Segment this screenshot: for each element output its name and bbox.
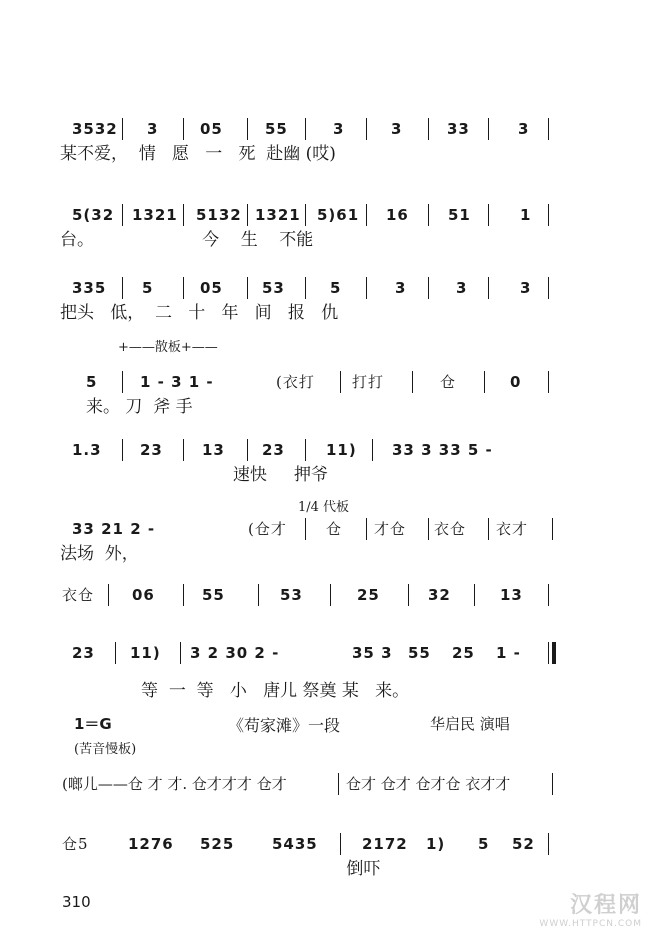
lyric-line (0, 303, 660, 323)
bar-line (548, 833, 549, 855)
bar-line (183, 204, 184, 226)
note-group: 打打 (352, 373, 385, 391)
lyric-line (0, 465, 660, 485)
bar-line (488, 118, 489, 140)
bar-line (115, 642, 116, 664)
note-group: 32 (428, 586, 451, 604)
lyric-text: 台。 今 生 不能 (60, 230, 314, 250)
bar-line (122, 371, 123, 393)
note-group: 3532 (72, 120, 118, 138)
note-group: 53 (280, 586, 303, 604)
notation-line (0, 370, 660, 394)
bar-line (548, 584, 549, 606)
lyric-line (0, 544, 660, 564)
notation-line (0, 438, 660, 462)
bar-line (340, 371, 341, 393)
bar-line (366, 118, 367, 140)
bar-line (366, 277, 367, 299)
bar-line (183, 584, 184, 606)
note-group: 3 (520, 279, 532, 297)
note-group: 1 (520, 206, 532, 224)
bar-line (258, 584, 259, 606)
note-group: 23 (140, 441, 163, 459)
key-signature: 1＝G (74, 715, 112, 733)
lyric-line (0, 144, 660, 164)
staff-system-6 (0, 517, 660, 565)
staff-system-10 (0, 832, 660, 880)
bar-line (122, 439, 123, 461)
staff-system-8 (0, 641, 660, 701)
bar-line (366, 204, 367, 226)
bar-line (108, 584, 109, 606)
notation-line (0, 117, 660, 141)
note-group: 才仓 (374, 520, 407, 538)
bar-line (122, 204, 123, 226)
notation-line (0, 517, 660, 541)
notation-line (0, 276, 660, 300)
note-group: 3 2 30 2 - (190, 644, 280, 662)
note-group: (仓才 (248, 520, 287, 538)
note-group: 0 (510, 373, 522, 391)
note-group: 5132 (196, 206, 242, 224)
bar-line (305, 518, 306, 540)
bar-line (428, 118, 429, 140)
note-group: 衣仓 (434, 520, 467, 538)
bar-line (338, 773, 339, 795)
staff-system-9 (0, 772, 660, 820)
piece-title: 《苟家滩》一段 (228, 716, 341, 735)
note-group: 仓 (440, 373, 457, 391)
bar-line (412, 371, 413, 393)
bar-line (305, 439, 306, 461)
bar-line (484, 371, 485, 393)
bar-line (122, 118, 123, 140)
notation-line (0, 641, 660, 665)
bar-line (474, 584, 475, 606)
note-group: 25 (357, 586, 380, 604)
bar-line (305, 204, 306, 226)
staff-system-4 (0, 370, 660, 418)
note-group: 1 - (496, 644, 521, 662)
note-group: 55 (265, 120, 288, 138)
tempo-marking: (苦音慢板) (74, 742, 137, 757)
note-group: 33 21 2 - (72, 520, 156, 538)
lyric-text: 倒吓 (60, 859, 381, 879)
bar-line (548, 642, 549, 664)
note-group: (啷儿——仓 才 才. 仓才才才 仓才 (62, 775, 287, 793)
lyric-line (0, 397, 660, 417)
lyric-text: 某不爱， 情 愿 一 死 赴幽 (哎) (60, 144, 336, 164)
note-group: 3 (333, 120, 345, 138)
bar-line (552, 773, 553, 795)
staff-system-3 (0, 276, 660, 324)
bar-line (366, 518, 367, 540)
note-group: 1 - 3 1 - (140, 373, 214, 391)
note-group: 5435 (272, 835, 318, 853)
note-group: 335 (72, 279, 107, 297)
notation-line (0, 832, 660, 856)
note-group: 52 (512, 835, 535, 853)
bar-line (183, 277, 184, 299)
staff-system-1 (0, 117, 660, 165)
sanban-marker: +——散板+—— (118, 340, 218, 355)
note-group: 51 (448, 206, 471, 224)
note-group: 5 (142, 279, 154, 297)
bar-line (552, 518, 553, 540)
note-group: 3 (147, 120, 159, 138)
note-group: 3 (456, 279, 468, 297)
bar-line (247, 204, 248, 226)
notation-line (0, 772, 660, 796)
bar-line (305, 118, 306, 140)
bar-line (183, 118, 184, 140)
note-group: 33 (447, 120, 470, 138)
daiban-marker: 1/4 代板 (298, 500, 350, 515)
note-group: 35 3 (352, 644, 393, 662)
note-group: 1276 (128, 835, 174, 853)
lyric-line (0, 681, 660, 701)
note-group: 55 (202, 586, 225, 604)
note-group: 33 3 33 5 - (392, 441, 493, 459)
note-group: 06 (132, 586, 155, 604)
note-group: 衣仓 (62, 586, 95, 604)
note-group: 1321 (255, 206, 301, 224)
page-number: 310 (62, 893, 91, 911)
lyric-text: 法场 外， (60, 544, 139, 564)
bar-line (247, 118, 248, 140)
note-group: 23 (72, 644, 95, 662)
bar-line (548, 371, 549, 393)
bar-line (340, 833, 341, 855)
note-group: 仓 (326, 520, 343, 538)
lyric-text: 等 一 等 小 唐儿 祭奠 某 来。 (60, 681, 410, 701)
note-group: 5 (86, 373, 98, 391)
note-group: 1) (426, 835, 446, 853)
bar-line (305, 277, 306, 299)
note-group: 1321 (132, 206, 178, 224)
lyric-text: 来。 刀 斧 手 (86, 397, 193, 417)
note-group: 05 (200, 120, 223, 138)
note-group: (衣打 (276, 373, 315, 391)
bar-line (548, 204, 549, 226)
bar-line (548, 118, 549, 140)
bar-line (122, 277, 123, 299)
bar-line (183, 439, 184, 461)
note-group: 25 (452, 644, 475, 662)
note-group: 衣才 (496, 520, 529, 538)
note-group: 5 (478, 835, 490, 853)
note-group: 05 (200, 279, 223, 297)
note-group: 1.3 (72, 441, 102, 459)
note-group: 5(32 (72, 206, 115, 224)
note-group: 3 (391, 120, 403, 138)
bar-line (488, 277, 489, 299)
lyric-line (0, 230, 660, 250)
watermark-url: WWW.HTTPCN.COM (539, 919, 642, 929)
note-group: 11) (326, 441, 357, 459)
bar-line (488, 518, 489, 540)
bar-line (548, 277, 549, 299)
bar-line (428, 204, 429, 226)
note-group: 仓才 仓才 仓才仓 衣才才 (346, 775, 511, 793)
watermark-text: 汉程网 (569, 892, 642, 918)
note-group: 11) (130, 644, 161, 662)
note-group: 13 (500, 586, 523, 604)
bar-line (488, 204, 489, 226)
note-group: 5)61 (317, 206, 360, 224)
bar-line (372, 439, 373, 461)
notation-line (0, 583, 660, 607)
note-group: 3 (395, 279, 407, 297)
note-group: 53 (262, 279, 285, 297)
note-group: 23 (262, 441, 285, 459)
note-group: 525 (200, 835, 235, 853)
final-bar-line (552, 642, 556, 664)
note-group: 仓5 (62, 835, 89, 853)
bar-line (247, 277, 248, 299)
staff-system-7 (0, 583, 660, 631)
note-group: 13 (202, 441, 225, 459)
staff-system-5 (0, 438, 660, 486)
note-group: 55 (408, 644, 431, 662)
note-group: 16 (386, 206, 409, 224)
note-group: 2172 (362, 835, 408, 853)
bar-line (428, 518, 429, 540)
lyric-text: 速快 押爷 (60, 465, 328, 485)
note-group: 5 (330, 279, 342, 297)
bar-line (428, 277, 429, 299)
bar-line (330, 584, 331, 606)
staff-system-2 (0, 203, 660, 251)
note-group: 3 (518, 120, 530, 138)
bar-line (180, 642, 181, 664)
watermark (539, 888, 642, 929)
notation-line (0, 203, 660, 227)
bar-line (408, 584, 409, 606)
lyric-text: 把头 低， 二 十 年 间 报 仇 (60, 303, 339, 323)
singer-credit: 华启民 演唱 (430, 715, 510, 733)
lyric-line (0, 859, 660, 879)
bar-line (247, 439, 248, 461)
